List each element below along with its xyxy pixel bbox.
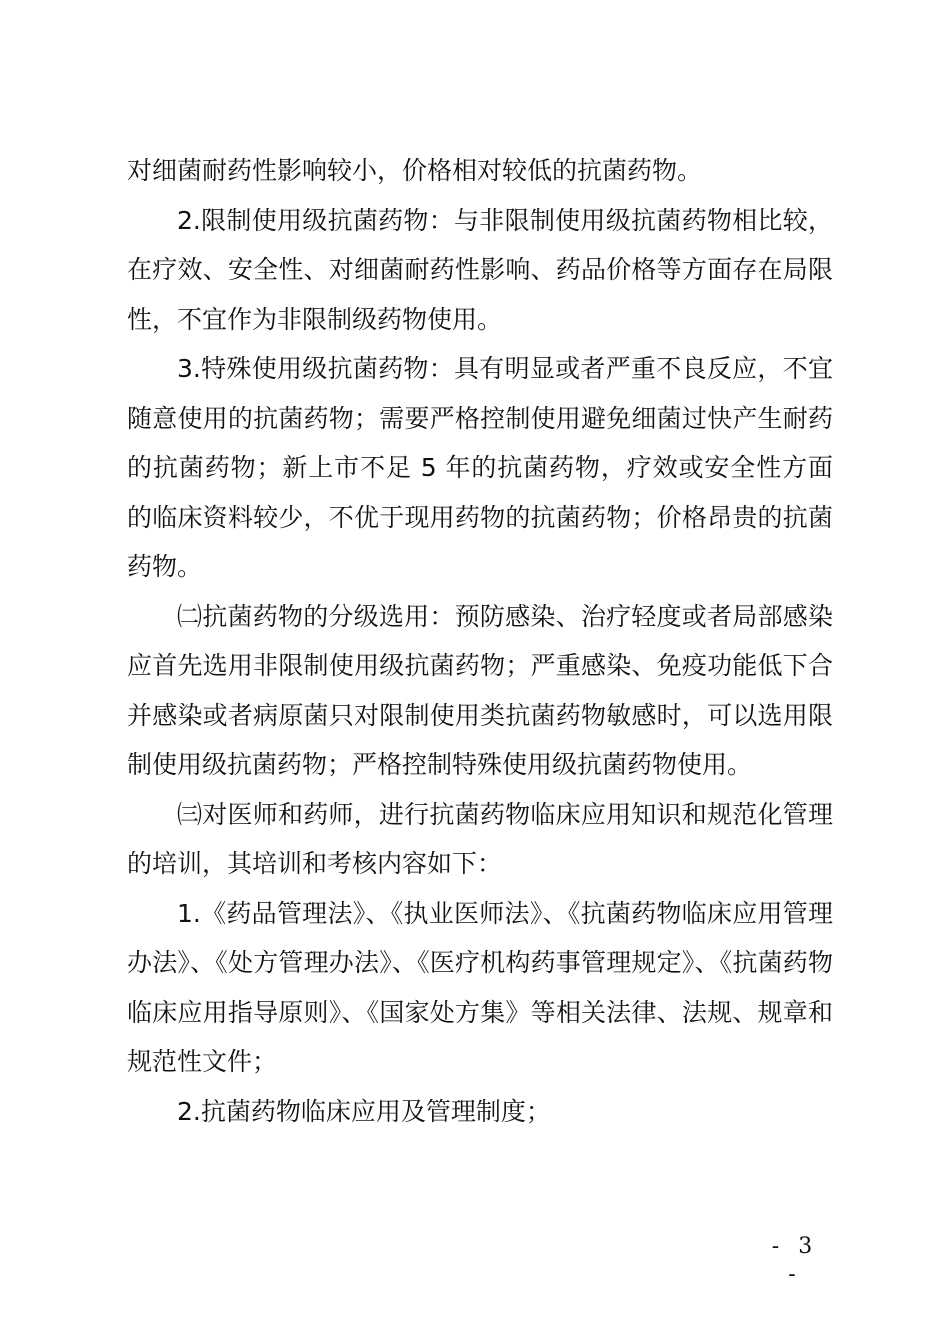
paragraph-7: 2.抗菌药物临床应用及管理制度； xyxy=(177,1096,551,1126)
page-number: - 3 - xyxy=(771,1234,819,1287)
paragraph-3: 3.特殊使用级抗菌药物：具有明显或者严重不良反应，不宜随意使用的抗菌药物；需要严格控制使用避免细菌过快产生耐药的抗菌药物；新上市不足 5 年的抗菌药物，疗效或安全性方面的临床资料较少，不优于现用药物的抗菌药物；价格昂贵的抗菌药物。 xyxy=(127,354,833,581)
paragraph-4: ㈡抗菌药物的分级选用：预防感染、治疗轻度或者局部感染应首先选用非限制使用级抗菌药物；严重感染、免疫功能低下合并感染或者病原菌只对限制使用类抗菌药物敏感时，可以选用限制使用级抗菌药物；严格控制特殊使用级抗菌药物使用。 xyxy=(127,601,833,779)
paragraph-2: 2.限制使用级抗菌药物：与非限制使用级抗菌药物相比较，在疗效、安全性、对细菌耐药性影响、药品价格等方面存在局限性，不宜作为非限制级药物使用。 xyxy=(127,205,833,334)
paragraph-5: ㈢对医师和药师，进行抗菌药物临床应用知识和规范化管理的培训，其培训和考核内容如下： xyxy=(127,799,833,878)
paragraph-1: 对细菌耐药性影响较小，价格相对较低的抗菌药物。 xyxy=(127,156,703,185)
body-text xyxy=(127,146,833,1136)
paragraph-6: 1.《药品管理法》、《执业医师法》、《抗菌药物临床应用管理办法》、《处方管理办法》、《医疗机构药事管理规定》、《抗菌药物临床应用指导原则》、《国家处方集》等相关法律、法规、规章和规范性文件； xyxy=(127,898,833,1076)
